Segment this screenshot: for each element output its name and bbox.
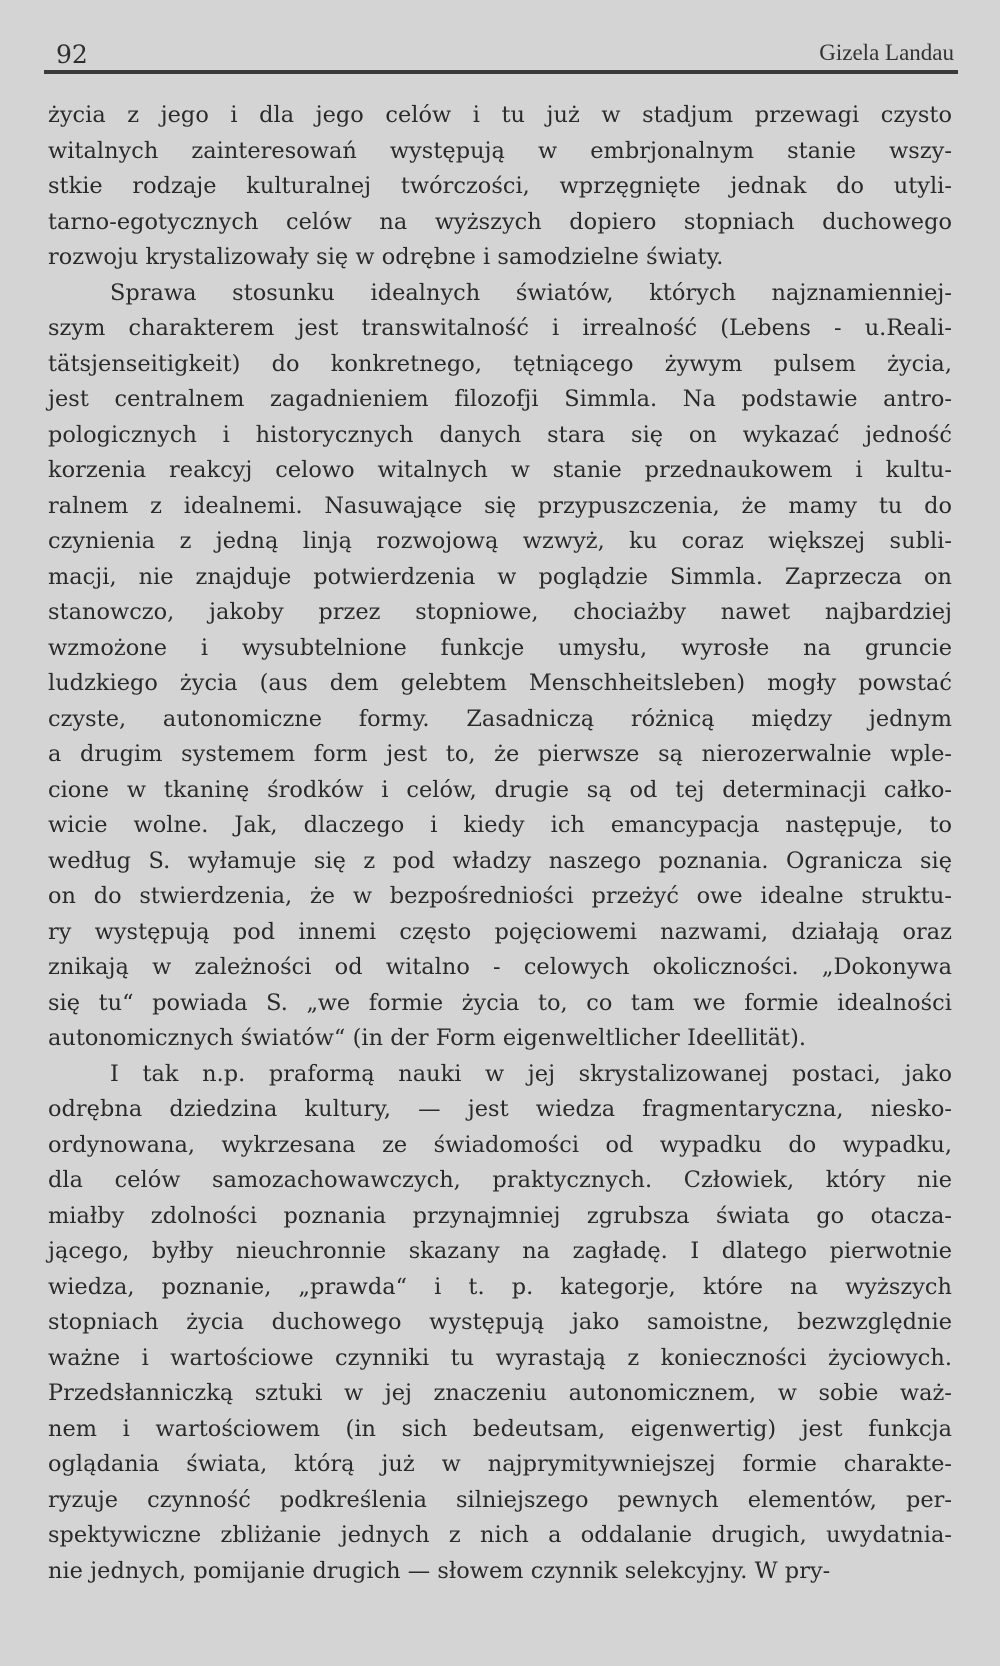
text-line: wiedza, poznanie, „prawda“ i t. p. kategorje, które na wyższych [48,1273,952,1300]
running-head-author: Gizela Landau [819,40,954,65]
text-line: stopniach życia duchowego występują jako samoistne, bezwzględnie [48,1309,952,1335]
text-line: ważne i wartościowe czynniki tu wyrastają z konieczności życiowych. [48,1344,952,1371]
text-line: szym charakterem jest transwitalność i irrealność (Lebens - u.Reali- [48,315,952,341]
text-line: on do stwierdzenia, że w bezpośredniości przeżyć owe idealne struktu- [48,883,952,909]
body-text [48,98,952,1589]
paragraph [48,276,952,1057]
text-line: ry występują pod innemi często pojęciowemi nazwami, działają oraz [48,918,952,945]
text-line: czynienia z jedną linją rozwojową wzwyż, ku coraz większej subli- [48,528,952,554]
text-line: nem i wartościowem (in sich bedeutsam, eigenwertig) jest funkcja [48,1415,952,1442]
header-rule [44,70,958,74]
text-line: wicie wolne. Jak, dlaczego i kiedy ich emancypacja następuje, to [48,812,952,838]
text-line: miałby zdolności poznania przynajmniej zgrubsza świata go otacza- [48,1202,952,1229]
text-line: życia z jego i dla jego celów i tu już w stadjum przewagi czysto [48,102,952,128]
text-line: ryzuje czynność podkreślenia silniejszego pewnych elementów, per- [48,1486,952,1513]
text-line: spektywiczne zbliżanie jednych z nich a oddalanie drugich, uwydatnia- [48,1522,952,1548]
text-line: odrębna dziedzina kultury, — jest wiedza fragmentaryczna, niesko- [48,1096,952,1122]
paragraph [48,1057,952,1590]
text-line: dla celów samozachowawczych, praktycznych. Człowiek, który nie [48,1167,952,1193]
text-line: stanowczo, jakoby przez stopniowe, chociażby nawet najbardziej [48,599,952,625]
text-line: tarno-egotycznych celów na wyższych dopiero stopniach duchowego [48,208,952,235]
text-line: ordynowana, wykrzesana ze świadomości od wypadku do wypadku, [48,1131,952,1158]
text-line: oglądania świata, którą już w najprymitywniejszej formie charakte- [48,1451,952,1477]
text-line: Sprawa stosunku idealnych światów, których najznamienniej- [110,279,952,306]
text-line: jącego, byłby nieuchronnie skazany na zagładę. I dlatego pierwotnie [48,1238,952,1264]
paragraph [48,98,952,276]
text-line: ralnem z idealnemi. Nasuwające się przypuszczenia, że mamy tu do [48,492,952,519]
text-line: się tu“ powiada S. „we formie życia to, co tam we formie idealności [48,989,952,1016]
text-line: pologicznych i historycznych danych stara się on wykazać jedność [48,421,952,448]
text-line: wzmożone i wysubtelnione funkcje umysłu, wyrosłe na gruncie [48,634,952,661]
text-line: stkie rodzaje kulturalnej twórczości, wprzęgnięte jednak do utyli- [48,173,952,199]
text-line: witalnych zainteresowań występują w embrjonalnym stanie wszy- [48,137,952,164]
text-line: jest centralnem zagadnieniem filozofji Simmla. Na podstawie antro- [48,386,952,412]
text-line: czyste, autonomiczne formy. Zasadniczą różnicą między jednym [48,705,952,732]
text-line: a drugim systemem form jest to, że pierwsze są nierozerwalnie wple- [48,741,952,767]
page-header [52,38,956,72]
text-line: rozwoju krystalizowały się w odrębne i samodzielne światy. [48,244,724,270]
text-line: Przedsłanniczką sztuki w jej znaczeniu autonomicznem, w sobie waż- [48,1380,952,1406]
text-line: cione w tkaninę środków i celów, drugie są od tej determinacji całko- [48,776,952,803]
text-line: nie jednych, pomijanie drugich — słowem czynnik selekcyjny. W pry- [48,1557,831,1584]
text-line: tätsjenseitigkeit) do konkretnego, tętniącego żywym pulsem życia, [48,350,952,377]
text-line: I tak n.p. praformą nauki w jej skrystalizowanej postaci, jako [110,1060,952,1087]
text-line: według S. wyłamuje się z pod władzy naszego poznania. Ogranicza się [48,847,952,874]
text-line: znikają w zależności od witalno - celowych okoliczności. „Dokonywa [48,954,952,980]
text-line: macji, nie znajduje potwierdzenia w poglądzie Simmla. Zaprzecza on [48,563,952,590]
text-line: autonomicznych światów“ (in der Form eigenweltlicher Ideellität). [48,1025,807,1051]
page-number: 92 [56,40,88,69]
text-line: ludzkiego życia (aus dem gelebtem Menschheitsleben) mogły powstać [48,670,952,696]
text-line: korzenia reakcyj celowo witalnych w stanie przednaukowem i kultu- [48,457,952,483]
